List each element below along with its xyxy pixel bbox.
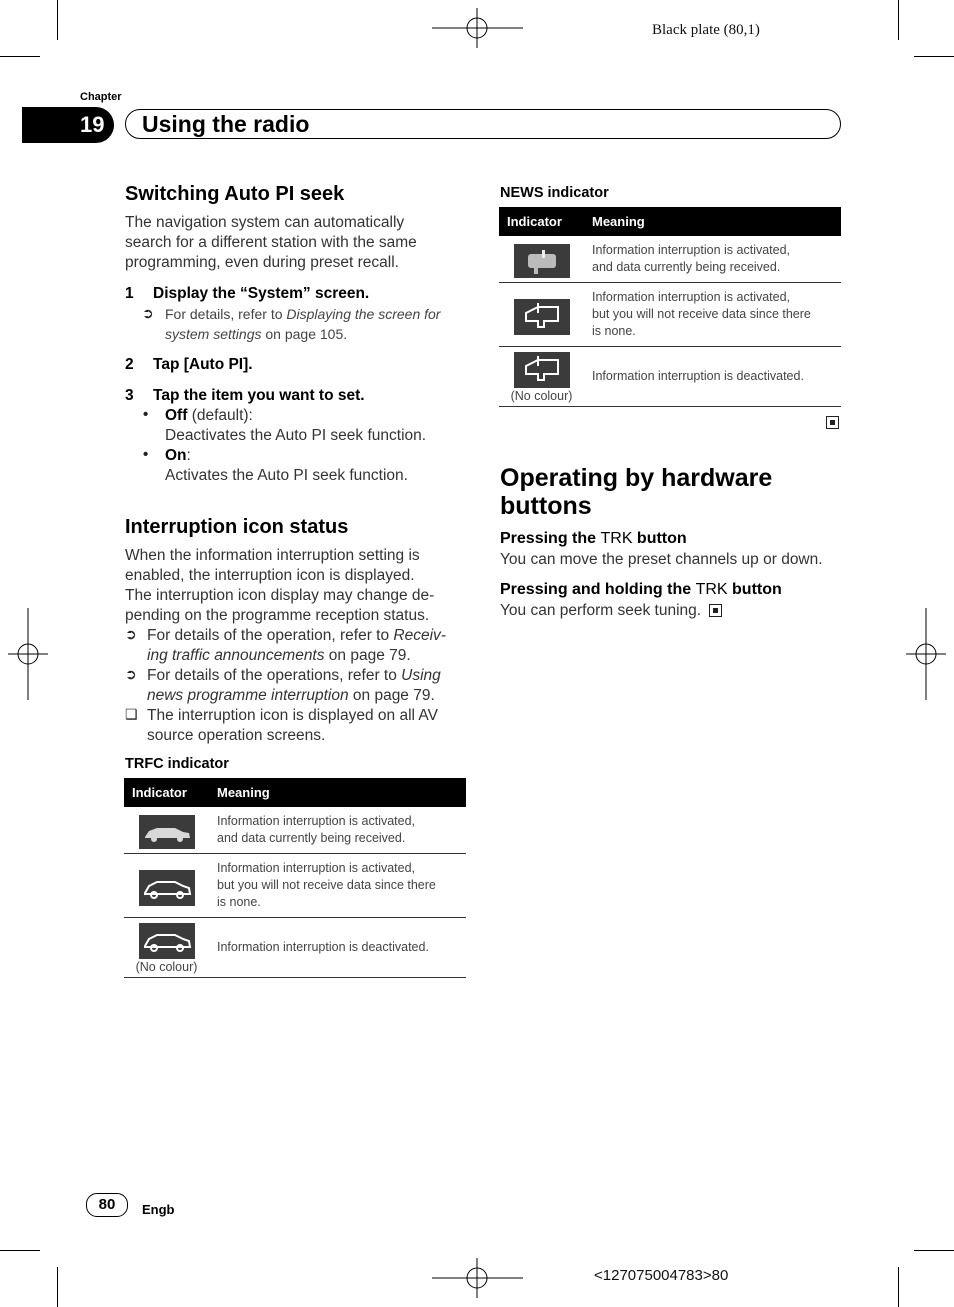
note-line: The interruption icon is displayed on all AV [147,707,438,724]
indicator-cell [499,236,584,283]
table-header-row [124,778,466,807]
meaning-line: Information interruption is activated, [592,243,791,257]
table-header: Indicator [124,778,209,807]
holding-text-content: You can perform seek tuning. [500,602,702,619]
interruption-note-1 [147,626,467,666]
option-on [165,446,465,486]
chapter-number-badge [22,107,114,143]
note-text: For details of the operations, refer to [147,667,402,684]
note-text: on page 79. [324,647,411,664]
step-text: Tap [Auto PI]. [153,356,253,373]
pressing-text: You can move the preset channels up or down. [500,551,823,568]
table-row [499,347,841,407]
step-number: 1 [125,285,134,302]
arrow-bullet-icon: ➲ [142,305,154,321]
subheading-text: Pressing and holding the [500,581,696,598]
meaning-line: Information interruption is activated, [217,861,416,875]
trfc-label: TRFC indicator [125,756,229,772]
meaning-line: and data currently being received. [592,260,781,274]
table-row [124,854,466,918]
bullet-icon: • [143,406,149,423]
autopi-intro [125,213,465,273]
subheading-text: Pressing the [500,530,601,547]
option-label: On [165,447,187,464]
meaning-cell [209,918,466,978]
indicator-cell [124,807,209,854]
indicator-cell [124,918,209,978]
table-header-row [499,207,841,236]
interruption-heading: Interruption icon status [125,516,349,538]
note-link-text: Using [401,667,441,684]
meaning-line: and data currently being received. [217,831,406,845]
chapter-title: Using the radio [142,111,310,137]
meaning-line: but you will not receive data since there [592,307,811,321]
section-end-icon [709,604,722,617]
meaning-line: Information interruption is activated, [592,290,791,304]
meaning-cell [209,807,466,854]
indicator-caption: (No colour) [510,389,573,403]
note-text: on page 105. [261,326,348,342]
registration-mark-right [906,608,946,700]
arrow-bullet-icon: ➲ [125,626,137,642]
language-label: Engb [142,1202,175,1217]
trk-label: TRK [600,530,633,547]
page-number-badge [86,1193,128,1217]
registration-mark-top [430,8,525,48]
option-description: Activates the Auto PI seek function. [165,467,408,484]
plate-label: Black plate (80,1) [652,22,760,38]
note-link-text: ing traffic announcements [147,647,325,664]
autopi-heading: Switching Auto PI seek [125,183,345,205]
indicator-cell [499,283,584,347]
table-header: Indicator [499,207,584,236]
note-text: on page 79. [348,687,435,704]
registration-mark-left [8,608,48,700]
interruption-intro [125,546,470,626]
chapter-title-bar [125,109,841,139]
option-label: Off [165,407,188,424]
meaning-line: Information interruption is deactivated. [592,369,804,383]
note-text: For details, refer to [165,306,287,322]
interruption-intro-line: enabled, the interruption icon is displayed. [125,567,415,584]
step-number: 3 [125,387,134,404]
hardware-heading [500,464,772,520]
table-row [124,807,466,854]
step-text: Tap the item you want to set. [153,387,365,404]
arrow-bullet-icon: ➲ [125,666,137,682]
note-link-text: news programme interruption [147,687,349,704]
chapter-label: Chapter [80,91,122,103]
document-code: <127075004783>80 [594,1267,729,1284]
step-text: Display the “System” screen. [153,285,370,302]
table-row [499,236,841,283]
indicator-cell [124,854,209,918]
step-1 [125,285,370,303]
subheading-text: button [632,530,687,547]
meaning-cell [584,347,841,407]
chapter-number: 19 [80,112,105,137]
autopi-intro-line: The navigation system can automatically [125,214,405,231]
car-filled-icon [139,815,195,849]
autopi-intro-line: search for a different station with the same [125,234,417,251]
mailbox-outline-icon [514,299,570,335]
interruption-intro-line: When the information interruption setting is [125,547,420,564]
note-link-text: Displaying the screen for [286,306,441,322]
option-suffix: : [186,447,191,464]
step-number: 2 [125,356,134,373]
hardware-heading-line: buttons [500,492,592,520]
holding-heading [500,581,782,599]
autopi-intro-line: programming, even during preset recall. [125,254,399,271]
step-3 [125,387,365,405]
table-header: Meaning [584,207,841,236]
car-outline-icon [139,870,195,906]
meaning-line: is none. [592,324,636,338]
holding-text [500,601,722,621]
meaning-line: but you will not receive data since there [217,878,436,892]
section-end-icon [826,416,839,429]
meaning-line: Information interruption is deactivated. [217,940,429,954]
note-link-text: system settings [165,326,262,342]
table-row [124,918,466,978]
option-description: Deactivates the Auto PI seek function. [165,427,427,444]
interruption-note-3 [147,706,467,746]
table-header: Meaning [209,778,466,807]
subheading-text: button [727,581,782,598]
interruption-note-2 [147,666,467,706]
trk-label: TRK [695,581,728,598]
checkbox-bullet-icon: ❑ [125,706,138,722]
step-2 [125,356,253,374]
bullet-icon: • [143,446,149,463]
mailbox-outline-icon [514,352,570,388]
meaning-line: Information interruption is activated, [217,814,416,828]
indicator-cell [499,347,584,407]
news-label: NEWS indicator [500,185,609,201]
meaning-cell [209,854,466,918]
car-outline-icon [139,923,195,959]
page-number: 80 [98,1196,116,1213]
note-text: For details of the operation, refer to [147,627,394,644]
option-off [165,406,465,446]
option-suffix: (default): [187,407,253,424]
registration-mark-bottom [430,1258,525,1298]
table-row [499,283,841,347]
step-1-note [165,304,465,344]
interruption-intro-line: The interruption icon display may change de- [125,587,435,604]
news-table [499,207,841,407]
note-line: source operation screens. [147,727,326,744]
meaning-line: is none. [217,895,261,909]
trfc-table [124,778,466,978]
indicator-caption: (No colour) [135,960,198,974]
meaning-cell [584,236,841,283]
hardware-heading-line: Operating by hardware [500,464,773,492]
interruption-intro-line: pending on the programme reception status. [125,607,430,624]
note-link-text: Receiv- [393,627,446,644]
mailbox-filled-icon [514,244,570,278]
pressing-heading [500,530,687,548]
meaning-cell [584,283,841,347]
